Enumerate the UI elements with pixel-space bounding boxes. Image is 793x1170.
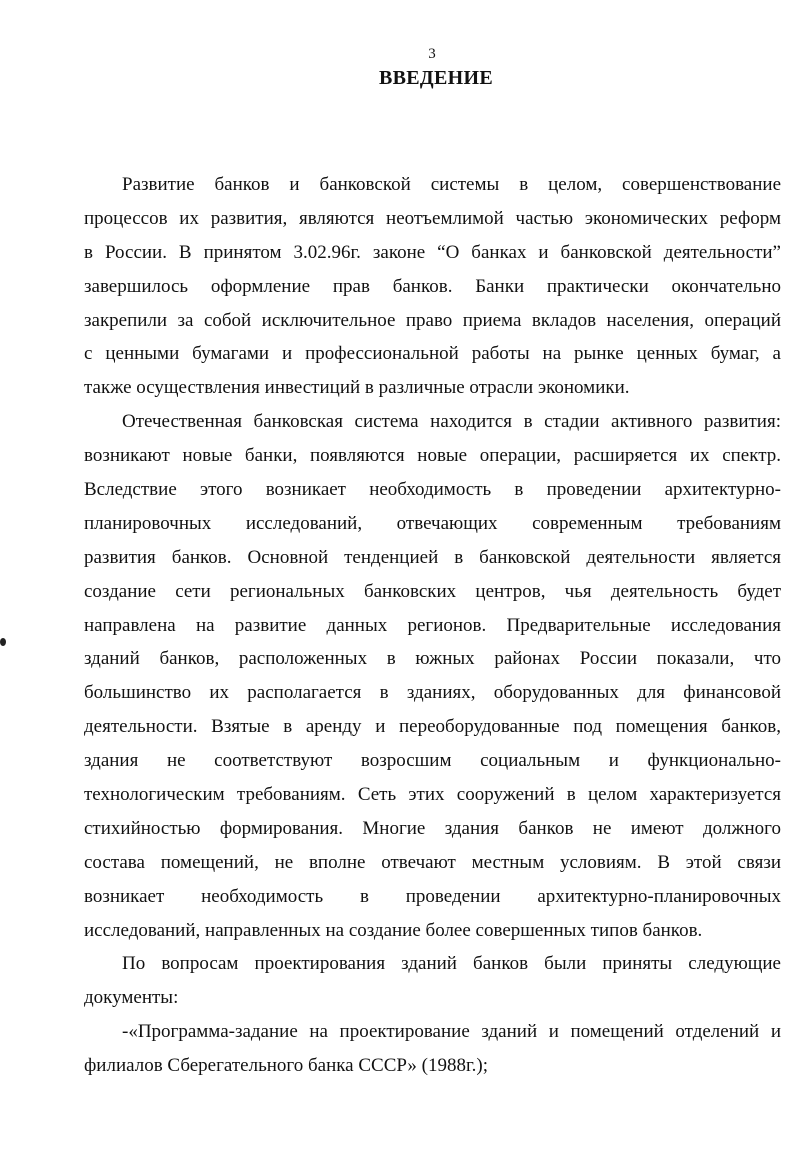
text-line: стихийностью формирования. Многие здания банков не имеют должного <box>84 817 781 839</box>
text-line: в России. В принятом 3.02.96г. законе “О банках и банковской деятельности” <box>84 241 781 263</box>
paragraph <box>84 168 781 405</box>
text-line: завершилось оформление прав банков. Банки практически окончательно <box>84 275 781 297</box>
text-line: направлена на развитие данных регионов. Предварительные исследования <box>84 614 781 636</box>
text-line: деятельности. Взятые в аренду и переоборудованные под помещения банков, <box>84 716 781 738</box>
page-title: ВВЕДЕНИЕ <box>379 67 493 89</box>
text-line: возникают новые банки, появляются новые операции, расширяется их спектр. <box>84 445 781 467</box>
text-line: исследований, направленных на создание более совершенных типов банков. <box>84 919 703 941</box>
paragraph <box>84 405 781 947</box>
paragraph <box>84 1015 781 1083</box>
document-body <box>84 168 781 1083</box>
text-line: также осуществления инвестиций в различные отрасли экономики. <box>84 377 630 399</box>
text-line: создание сети региональных банковских центров, чья деятельность будет <box>84 580 781 602</box>
text-line: Развитие банков и банковской системы в целом, совершенствование <box>122 174 781 195</box>
text-line: По вопросам проектирования зданий банков были приняты следующие <box>122 953 781 975</box>
text-line: -«Программа-задание на проектирование зданий и помещений отделений и <box>122 1021 781 1043</box>
text-line: закрепили за собой исключительное право приема вкладов населения, операций <box>84 309 781 331</box>
text-line: состава помещений, не вполне отвечают местным условиям. В этой связи <box>84 851 781 873</box>
text-line: филиалов Сберегательного банка СССР» (1988г.); <box>84 1055 489 1077</box>
scan-artifact-dot <box>0 638 6 646</box>
page-number: 3 <box>428 46 436 62</box>
text-line: здания не соответствуют возросшим социальным и функционально- <box>84 750 781 772</box>
text-line: Отечественная банковская система находится в стадии активного развития: <box>122 411 781 433</box>
text-line: документы: <box>84 987 179 1009</box>
paragraph <box>84 947 781 1015</box>
text-line: технологическим требованиям. Сеть этих сооружений в целом характеризуется <box>84 784 781 806</box>
text-line: с ценными бумагами и профессиональной работы на рынке ценных бумаг, а <box>84 343 781 365</box>
text-line: развития банков. Основной тенденцией в банковской деятельности является <box>84 546 781 568</box>
text-line: Вследствие этого возникает необходимость в проведении архитектурно- <box>84 479 781 501</box>
text-line: большинство их располагается в зданиях, оборудованных для финансовой <box>84 682 781 704</box>
text-line: процессов их развития, являются неотъемлимой частью экономических реформ <box>84 207 781 229</box>
text-line: зданий банков, расположенных в южных районах России показали, что <box>84 648 781 670</box>
text-line: возникает необходимость в проведении архитектурно-планировочных <box>84 885 781 907</box>
text-line: планировочных исследований, отвечающих современным требованиям <box>84 512 781 534</box>
